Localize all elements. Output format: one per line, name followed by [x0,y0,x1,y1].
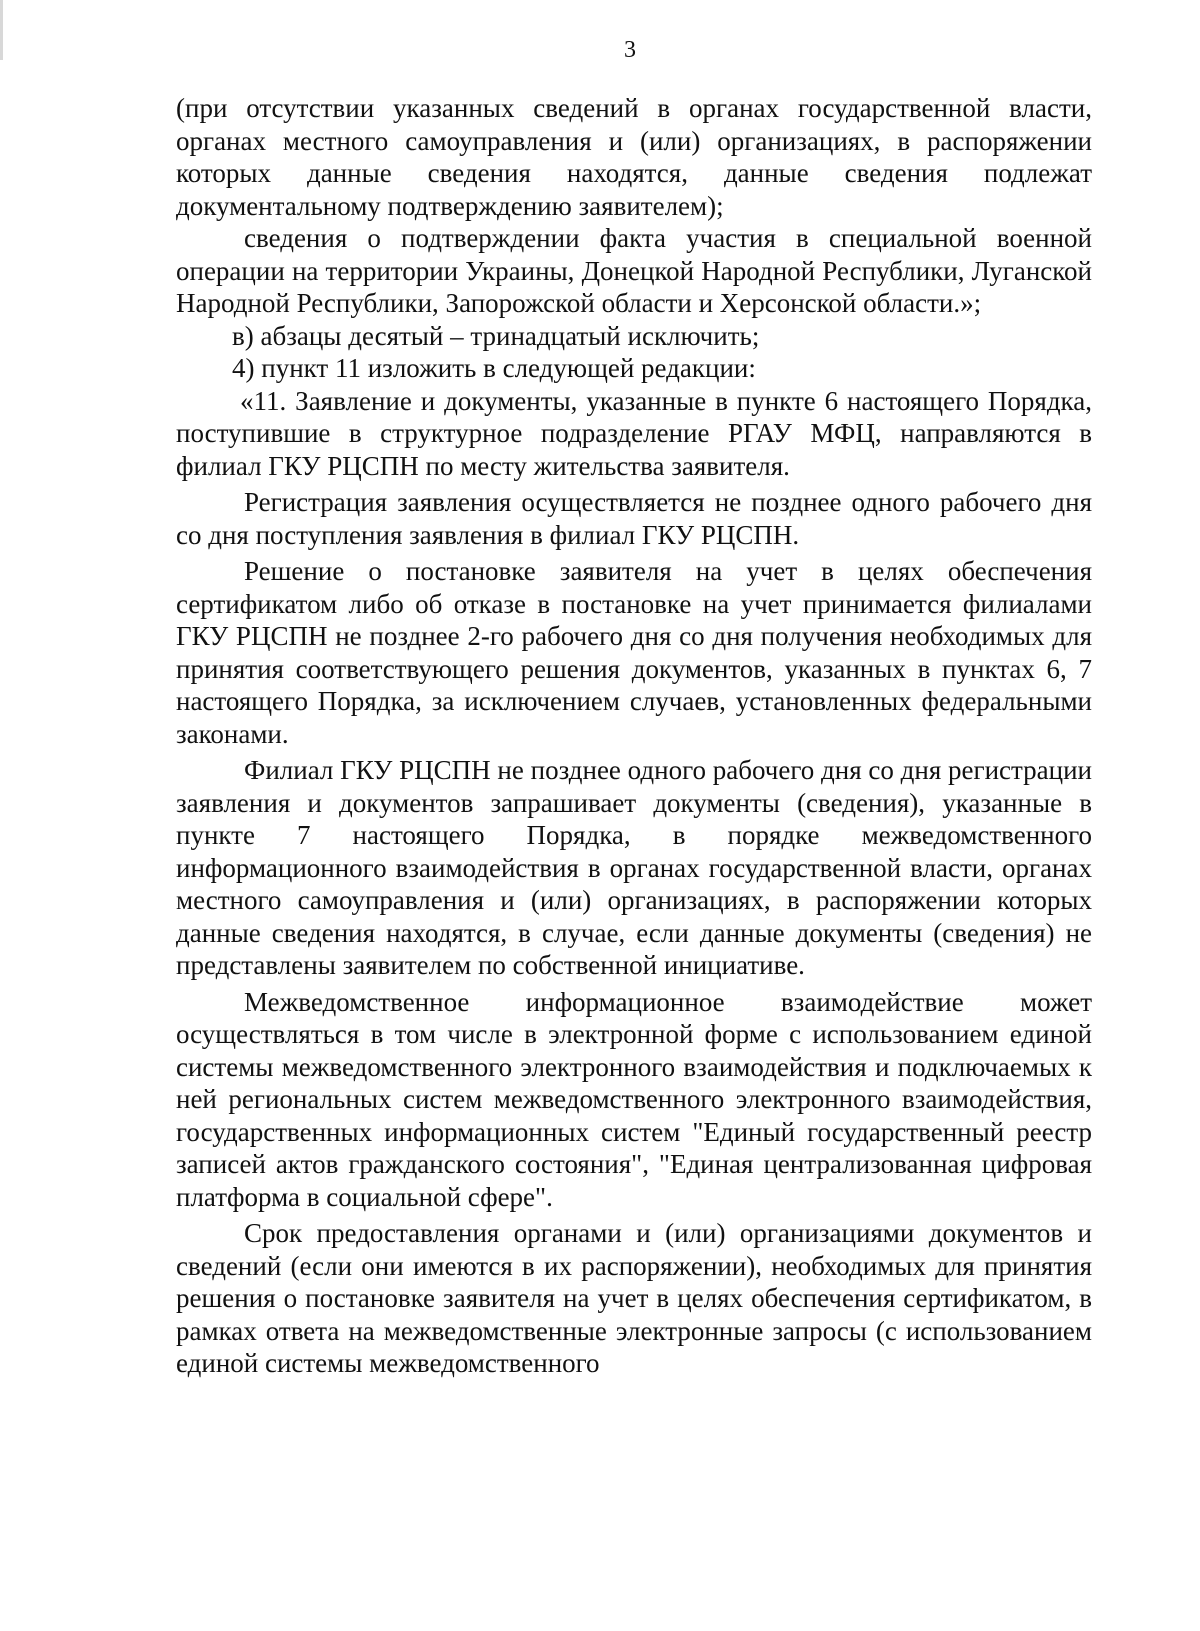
paragraph-registration: Регистрация заявления осуществляется не позднее одного рабочего дня со дня поступления заявления в филиал ГКУ РЦСПН. [176,487,1092,550]
document-body [176,92,1092,1380]
paragraph-submission-deadline: Срок предоставления органами и (или) организациями документов и сведений (если они имеются в их распоряжении), необходимых для принятия решения о постановке заявителя на учет в целях обеспечения сертификатом, в рамках ответа на межведомственные электронные запросы (с использованием единой системы межведомственного [176,1218,1092,1378]
paragraph-svo-participation: сведения о подтверждении факта участия в специальной военной операции на территории Украины, Донецкой Народной Республики, Луганской Народной Республики, Запорожской области и Херсонской области.»; [176,223,1092,318]
paragraph-clause-11: «11. Заявление и документы, указанные в пункте 6 настоящего Порядка, поступившие в структурное подразделение РГАУ МФЦ, направляются в филиал ГКУ РЦСПН по месту жительства заявителя. [176,385,1092,481]
paragraph-branch-request: Филиал ГКУ РЦСПН не позднее одного рабочего дня со дня регистрации заявления и документов запрашивает документы (сведения), указанные в пункте 7 настоящего Порядка, в порядке межведомственного информационного взаимодействия в органах государственной власти, органах местного самоуправления и (или) организациях, в распоряжении которых данные сведения находятся, в случае, если данные документы (сведения) не представлены заявителем по собственной инициативе. [176,755,1092,980]
page-number: 3 [624,37,636,63]
paragraph-item-v: в) абзацы десятый – тринадцатый исключить; [232,320,760,351]
paragraph-interagency-interaction: Межведомственное информационное взаимодействие может осуществляться в том числе в электронной форме с использованием единой системы межведомственного электронного взаимодействия и подключаемых к ней региональных систем межведомственного электронного взаимодействия, государственных информационных систем "Единый государственный реестр записей актов гражданского состояния", "Единая централизованная цифровая платформа в социальной сфере". [176,986,1092,1212]
paragraph-item-4: 4) пункт 11 изложить в следующей редакции: [232,353,756,383]
paragraph-decision: Решение о постановке заявителя на учет в целях обеспечения сертификатом либо об отказе в постановке на учет принимается филиалами ГКУ РЦСПН не позднее 2-го рабочего дня со дня получения необходимых для принятия соответствующего решения документов, указанных в пунктах 6, 7 настоящего Порядка, за исключением случаев, установленных федеральными законами. [176,556,1092,749]
paragraph-continuation: (при отсутствии указанных сведений в органах государственной власти, органах местного самоуправления и (или) организациях, в распоряжении которых данные сведения находятся, данные сведения подлежат документальному подтверждению заявителем); [176,93,1092,221]
